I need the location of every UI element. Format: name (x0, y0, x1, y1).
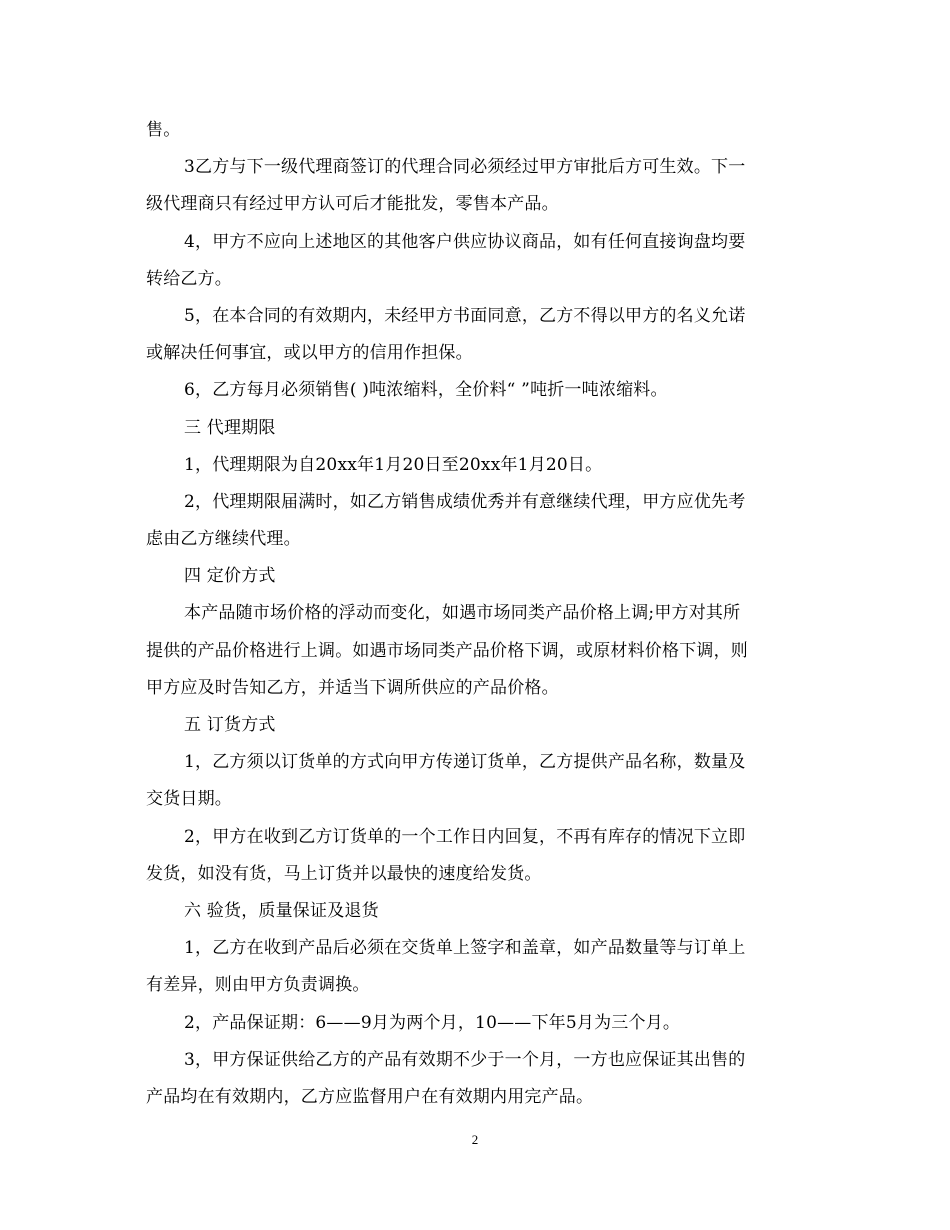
text-line: 4，甲方不应向上述地区的其他客户供应协议商品，如有任何直接询盘均要 (184, 231, 746, 252)
text-line: 级代理商只有经过甲方认可后才能批发，零售本产品。 (146, 194, 559, 215)
text-line: 发货，如没有货，马上订货并以最快的速度给发货。 (146, 863, 542, 884)
section-heading: 四 定价方式 (184, 566, 276, 587)
text-line: 1，代理期限为自20xx年1月20日至20xx年1月20日。 (184, 454, 603, 475)
text-line: 或解决任何事宜，或以甲方的信用作担保。 (146, 343, 473, 364)
page-number: 2 (471, 1132, 479, 1147)
text-line: 2，产品保证期：6——9月为两个月，10——下年5月为三个月。 (184, 1012, 681, 1033)
text-line: 6，乙方每月必须销售( )吨浓缩料，全价料“ ”吨折一吨浓缩料。 (184, 380, 668, 401)
text-line: 虑由乙方继续代理。 (146, 529, 301, 550)
text-line: 2，甲方在收到乙方订货单的一个工作日内回复，不再有库存的情况下立即 (184, 826, 746, 847)
text-line: 转给乙方。 (146, 268, 232, 289)
text-line: 1，乙方须以订货单的方式向甲方传递订货单，乙方提供产品名称，数量及 (184, 752, 746, 773)
text-line: 交货日期。 (146, 789, 232, 810)
text-line: 5，在本合同的有效期内，未经甲方书面同意，乙方不得以甲方的名义允诺 (184, 305, 746, 326)
text-line: 3，甲方保证供给乙方的产品有效期不少于一个月，一方也应保证其出售的 (184, 1049, 746, 1070)
text-line: 有差异，则由甲方负责调换。 (146, 975, 370, 996)
document-body (146, 112, 806, 1116)
text-line: 2，代理期限届满时，如乙方销售成绩优秀并有意继续代理，甲方应优先考 (184, 491, 746, 512)
text-line: 1，乙方在收到产品后必须在交货单上签字和盖章，如产品数量等与订单上 (184, 938, 746, 959)
text-line: 售。 (146, 120, 181, 140)
text-line: 本产品随市场价格的浮动而变化，如遇市场同类产品价格上调;甲方对其所 (184, 603, 741, 624)
section-heading: 六 验货，质量保证及退货 (184, 900, 379, 921)
text-line: 产品均在有效期内，乙方应监督用户在有效期内用完产品。 (146, 1086, 594, 1107)
text-line: 提供的产品价格进行上调。如遇市场同类产品价格下调，或原材料价格下调，则 (146, 640, 748, 661)
text-line: 3乙方与下一级代理商签订的代理合同必须经过甲方审批后方可生效。下一 (184, 157, 746, 178)
section-heading: 三 代理期限 (184, 417, 276, 438)
text-line: 甲方应及时告知乙方，并适当下调所供应的产品价格。 (146, 677, 559, 698)
section-heading: 五 订货方式 (184, 715, 276, 735)
